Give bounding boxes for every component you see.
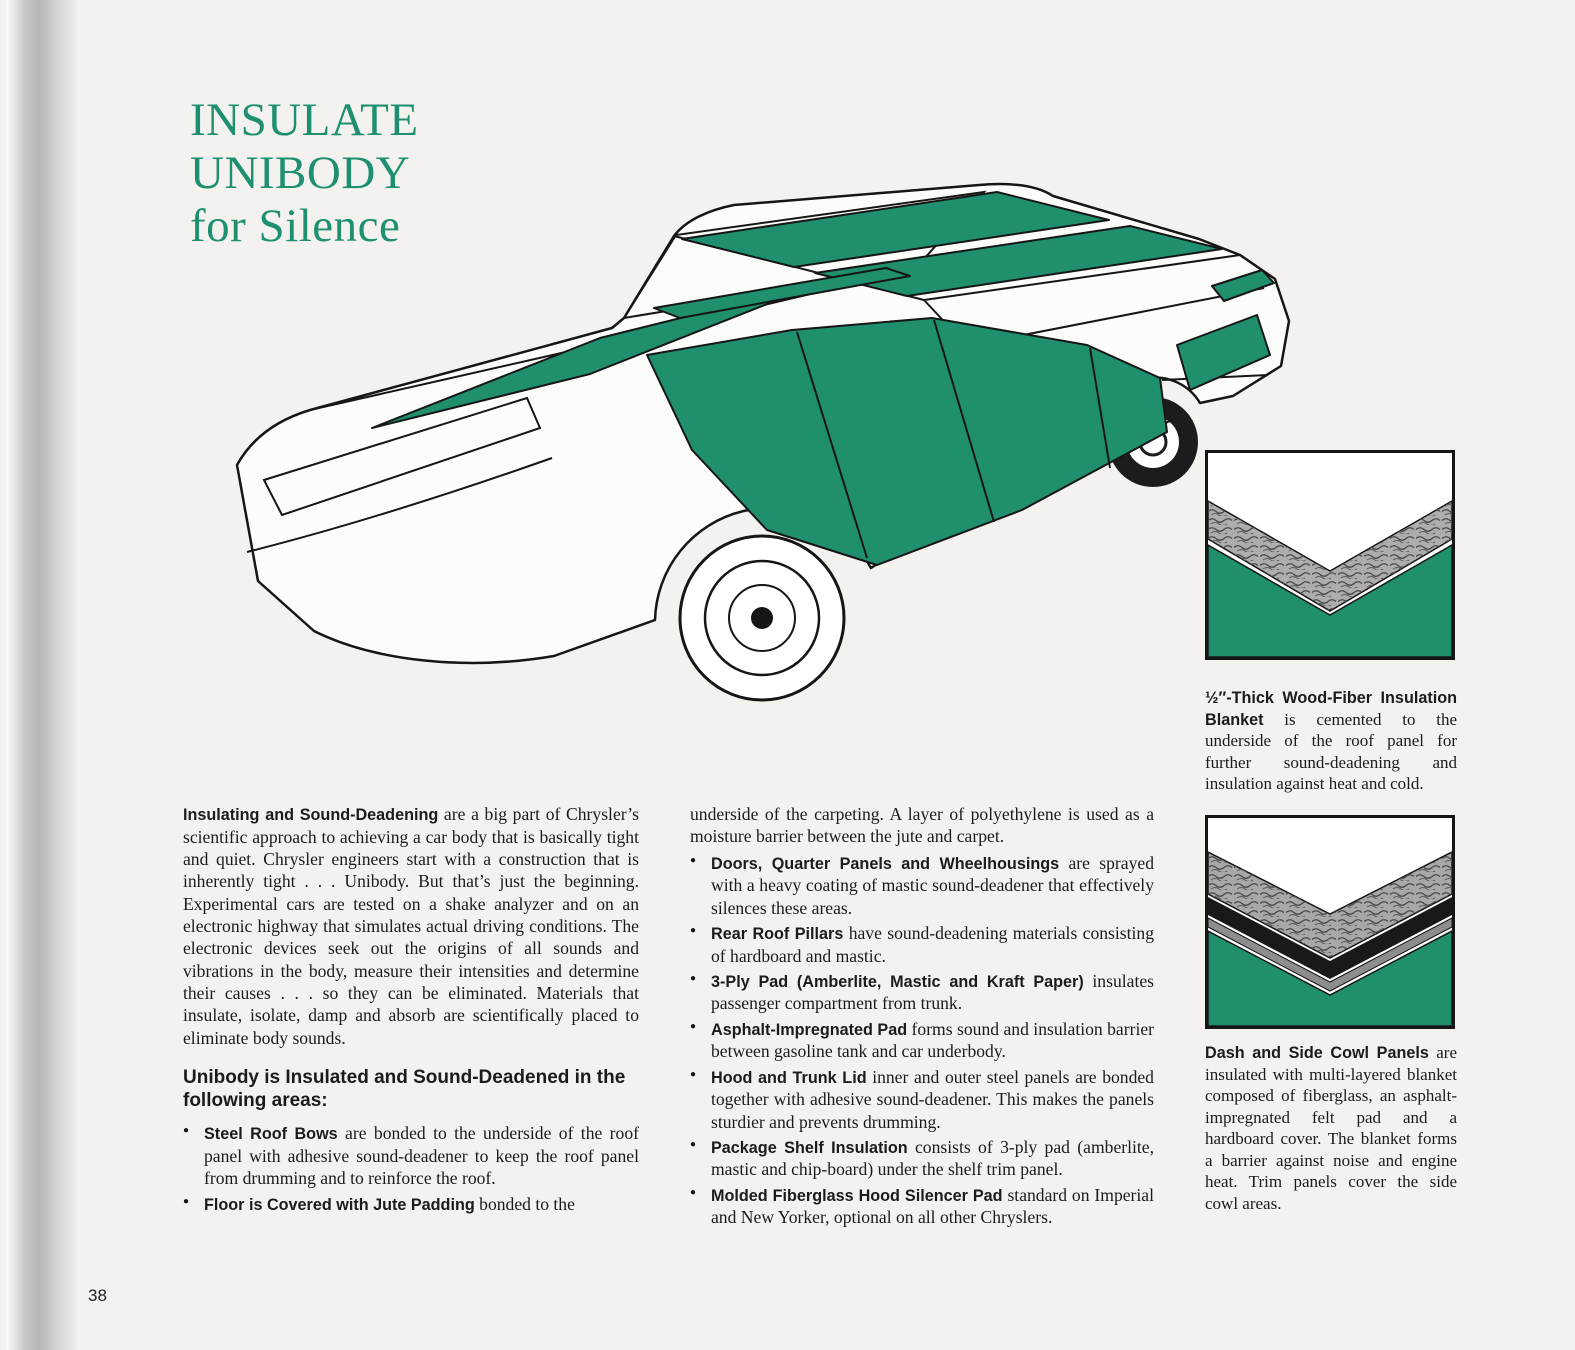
bullet-text: are bonded to the underside of the roof panel with adhesive sound-deadener to keep the roof panel from drumming and to reinforce the roof. [204,1123,639,1189]
bullet-lead: 3-Ply Pad (Amberlite, Mastic and Kraft Paper) [711,972,1084,991]
bullet-text: consists of 3-ply pad (amberlite, mastic and chip-board) under the shelf trim panel. [711,1136,1154,1180]
bullet-item [690,922,1154,967]
bullet-item [690,1136,1154,1181]
bullet-lead: Molded Fiberglass Hood Silencer Pad [711,1186,1003,1205]
bullet-item [183,1193,639,1216]
bullet-lead: Steel Roof Bows [204,1125,338,1144]
intro-paragraph [183,803,639,1049]
areas-subhead: Unibody is Insulated and Sound-Deadened in the following areas: [183,1067,626,1112]
figure1-caption-text: is cemented to the underside of the roof panel for further sound-deadening and insulation against heat and cold. [1205,709,1457,794]
continuation-paragraph: underside of the carpeting. A layer of polyethylene is used as a moisture barrier between the jute and carpet. [690,804,1154,847]
bullet-lead: Rear Roof Pillars [711,924,844,943]
figure1-caption [1205,687,1457,795]
page-spine-shadow [6,0,80,1350]
bullet-item [690,1066,1154,1133]
car-cutaway-svg [222,150,1307,745]
body-column-2 [690,803,1154,1232]
bullet-item [690,852,1154,919]
figure1-caption-lead: ½″-Thick Wood-Fiber Insulation Blanket [1205,689,1457,729]
bullet-text: insulates passenger compartment from trunk. [711,970,1154,1014]
bullet-lead: Floor is Covered with Jute Padding [204,1195,475,1214]
cowl-panels-figure [1205,815,1455,1029]
bullet-list-column1 [183,1122,639,1215]
page-title-line3: for Silence [190,200,401,253]
figure2-caption-text: are insulated with multi-layered blanket composed of fiberglass, an asphalt-impregnated felt pad and a hardboard cover. The blanket forms a barrier against noise and engine heat. Trim panels cover the side cowl areas. [1205,1043,1457,1214]
bullet-item [183,1122,639,1189]
intro-paragraph-text: are a big part of Chrysler’s scientific approach to achieving a car body that is basically tight and quiet. Chrysler engineers start with a construction that is inherently tight . . . Unibody. But that’s just the beginning. Experimental cars are tested on a shake analyzer and on an electronic highway that simulates actual driving conditions. The electronic devices seek out the origins of all sounds and vibrations in the body, measure their intensities and determine their causes . . . so they can be eliminated. Materials that insulate, isolate, damp and absorb are scientifically placed to eliminate body sounds. [183,804,640,1048]
page-number: 38 [88,1286,107,1305]
front-wheel [680,536,844,700]
intro-paragraph-lead: Insulating and Sound-Deadening [183,806,439,824]
bullet-item [690,970,1154,1015]
figure2-caption-lead: Dash and Side Cowl Panels [1205,1044,1429,1062]
page-title-line2: UNIBODY [190,147,411,200]
bullet-text: bonded to the [479,1193,575,1214]
bullet-item [690,1184,1154,1229]
body-column-1 [183,803,639,1218]
bullet-lead: Hood and Trunk Lid [711,1068,867,1087]
bullet-list-column2 [690,852,1154,1229]
bullet-text: have sound-deadening materials consisting of hardboard and mastic. [711,922,1154,966]
page-title-line1: INSULATE [190,94,419,146]
bullet-lead: Package Shelf Insulation [711,1138,908,1157]
cowl-insulation-cross-section-icon [1208,818,1452,1026]
bullet-item [690,1018,1154,1063]
bullet-text: standard on Imperial and New Yorker, optional on all other Chryslers. [711,1184,1154,1228]
roof-blanket-figure [1205,450,1455,660]
bullet-text: forms sound and insulation barrier between gasoline tank and car underbody. [711,1018,1155,1062]
bullet-text: inner and outer steel panels are bonded together with adhesive sound-deadener. This makes the panels sturdier and prevents drumming. [711,1066,1154,1132]
bullet-lead: Asphalt-Impregnated Pad [711,1020,908,1039]
bullet-text: are sprayed with a heavy coating of mastic sound-deadener that effectively silences these areas. [711,852,1155,918]
roof-insulation-cross-section-icon [1208,453,1452,657]
bullet-lead: Doors, Quarter Panels and Wheelhousings [711,854,1060,873]
interior-floor-insulation [647,318,1167,565]
figure2-caption [1205,1042,1457,1215]
car-cutaway-illustration [222,150,1307,745]
